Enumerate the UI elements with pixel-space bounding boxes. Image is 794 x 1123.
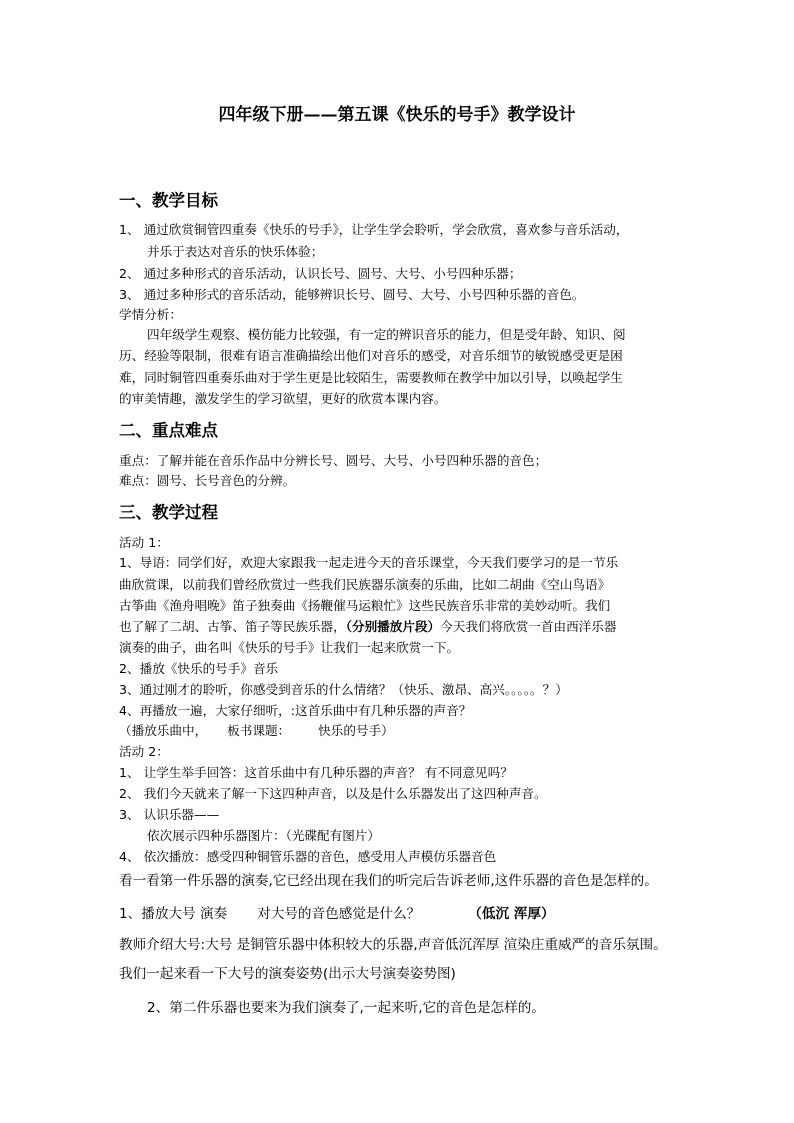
tuba-intro: 教师介绍大号:大号 是铜管乐器中体积较大的乐器,声音低沉浑厚 渲染庄重威严的音乐氛围。 [119, 937, 667, 953]
activity-1-item-3: 3、通过刚才的聆听，你感受到音乐的什么情绪？（快乐、激昂、高兴。。。。。？） [119, 682, 568, 697]
second-instrument: 2、第二件乐器也要来为我们演奏了,一起来听,它的音色是怎样的。 [147, 1000, 545, 1016]
activity-1-item-4: 4、再播放一遍，大家仔细听，:这首乐曲中有几种乐器的声音？ [119, 703, 472, 718]
objective-item-1-cont: 并乐于表达对音乐的快乐体验； [147, 244, 324, 259]
activity-1-item-2: 2、播放《快乐的号手》音乐 [119, 661, 279, 676]
activity-1-intro: 演奏的曲子，曲名叫《快乐的号手》让我们一起来欣赏一下。 [119, 640, 460, 655]
paragraph-first-instrument: 看一看第一件乐器的演奏,它已经出现在我们的听完后告诉老师,这件乐器的音色是怎样的。 [119, 873, 658, 889]
tuba-question [119, 904, 555, 924]
analysis-label: 学情分析： [119, 307, 182, 322]
document-title: 四年级下册——第五课《快乐的号手》教学设计 [218, 105, 576, 125]
note-text: 快乐的号手） [318, 723, 394, 738]
activity-2-item-3-sub: 依次展示四种乐器图片：（光碟配有图片） [147, 828, 380, 843]
note-text: （播放乐曲中， [119, 723, 208, 738]
tuba-play: 1、播放大号 演奏 [119, 906, 228, 922]
activity-1-intro: 古筝曲《渔舟唱晚》笛子独奏曲《扬鞭催马运粮忙》这些民族音乐非常的美妙动听。我们 [119, 598, 611, 613]
activity-2-item-1: 1、 让学生举手回答：这首乐曲中有几种乐器的声音？ 有不同意见吗？ [119, 765, 513, 780]
analysis-line: 四年级学生观察、模仿能力比较强，有一定的辨识音乐的能力，但是受年龄、知识、阅 [147, 327, 626, 342]
intro-text: 也了解了二胡、古筝、笛子等民族乐器， [119, 619, 346, 634]
analysis-line: 历、经验等限制，很难有语言准确描绘出他们对音乐的感受，对音乐细节的敏锐感受更是困 [119, 348, 623, 363]
intro-bold-note: （分别播放片段） [345, 619, 441, 634]
activity-2-label: 活动 2： [119, 744, 169, 759]
objective-item-2: 2、 通过多种形式的音乐活动，认识长号、圆号、大号、小号四种乐器； [119, 266, 522, 281]
tuba-answer: （低沉 浑厚） [468, 906, 555, 922]
intro-text: 今天我们将欣赏一首由西洋乐器 [440, 619, 617, 634]
activity-1-intro: 曲欣赏课，以前我们曾经欣赏过一些我们民族器乐演奏的乐曲，比如二胡曲《空山鸟语》 [119, 577, 611, 592]
note-text: 板书课题： [227, 723, 291, 738]
objective-item-1: 1、 通过欣赏铜管四重奏《快乐的号手》，让学生学会聆听，学会欣赏，喜欢参与音乐活动， [119, 222, 629, 237]
tuba-pose: 我们一起来看一下大号的演奏姿势(出示大号演奏姿势图) [119, 966, 456, 982]
activity-2-item-4: 4、 依次播放：感受四种铜管乐器的音色，感受用人声模仿乐器音色 [119, 849, 497, 864]
activity-1-intro: 1、导语：同学们好，欢迎大家跟我一起走进今天的音乐课堂，今天我们要学习的是一节乐 [119, 555, 619, 570]
activity-1-intro [119, 618, 616, 636]
activity-1-label: 活动 1： [119, 535, 169, 550]
activity-1-note [119, 722, 394, 740]
section-heading-key-points: 二、重点难点 [119, 421, 218, 440]
activity-2-item-3: 3、 认识乐器—— [119, 807, 220, 822]
section-heading-process: 三、教学过程 [119, 503, 218, 522]
difficulty: 难点：圆号、长号音色的分辨。 [119, 473, 296, 488]
activity-2-item-2: 2、 我们今天就来了解一下这四种声音，以及是什么乐器发出了这四种声音。 [119, 786, 547, 801]
section-heading-objectives: 一、教学目标 [119, 191, 218, 210]
key-point: 重点：了解并能在音乐作品中分辨长号、圆号、大号、小号四种乐器的音色； [119, 453, 548, 468]
analysis-line: 的审美情趣，激发学生的学习欲望，更好的欣赏本课内容。 [119, 391, 447, 406]
analysis-line: 难，同时铜管四重奏乐曲对于学生更是比较陌生，需要教师在教学中加以引导，以唤起学生 [119, 370, 623, 385]
tuba-question-text: 对大号的音色感觉是什么？ [257, 906, 421, 922]
objective-item-3: 3、 通过多种形式的音乐活动，能够辨识长号、圆号、大号、小号四种乐器的音色。 [119, 287, 585, 302]
